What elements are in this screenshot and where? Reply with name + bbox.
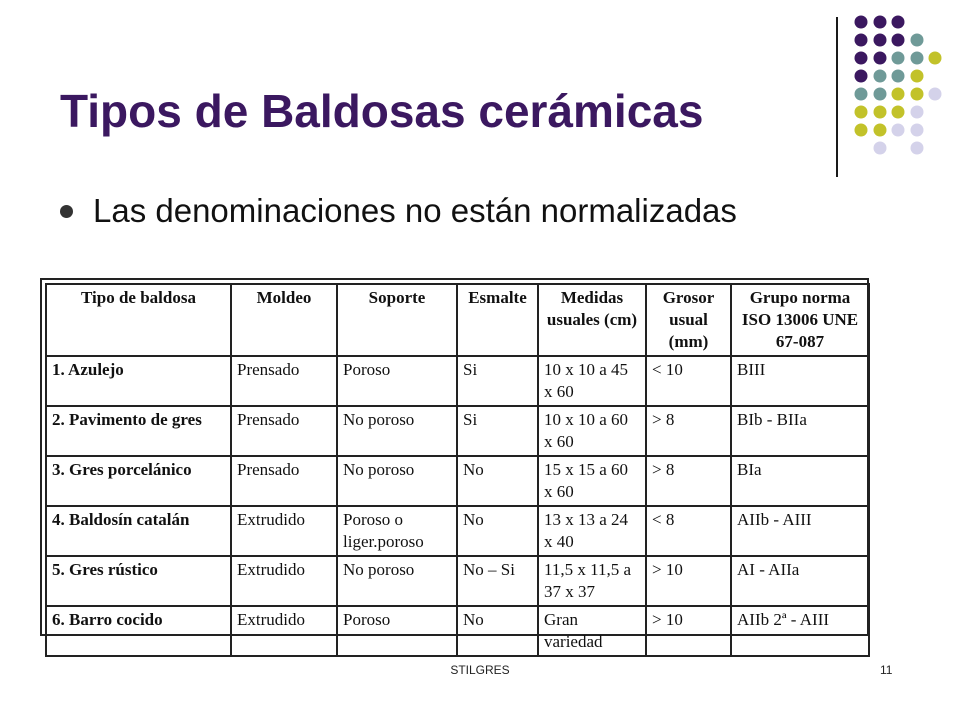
bullet-item bbox=[60, 192, 737, 230]
decor-dot bbox=[911, 52, 924, 65]
table-cell: 1. Azulejo bbox=[46, 356, 231, 406]
table-cell: No bbox=[457, 506, 538, 556]
table-cell: AIIb - AIII bbox=[731, 506, 869, 556]
column-header: Esmalte bbox=[457, 284, 538, 356]
table-body bbox=[46, 356, 869, 656]
table-cell: Extrudido bbox=[231, 556, 337, 606]
decor-dot bbox=[874, 142, 887, 155]
table-cell: 5. Gres rústico bbox=[46, 556, 231, 606]
decor-dot bbox=[874, 88, 887, 101]
table-cell: 11,5 x 11,5 a 37 x 37 bbox=[538, 556, 646, 606]
table-cell: < 10 bbox=[646, 356, 731, 406]
decor-dot bbox=[874, 106, 887, 119]
decor-dot bbox=[874, 52, 887, 65]
table-cell: Prensado bbox=[231, 406, 337, 456]
decor-dot bbox=[929, 52, 942, 65]
table-cell: 13 x 13 a 24 x 40 bbox=[538, 506, 646, 556]
table-cell: Prensado bbox=[231, 356, 337, 406]
decor-dot bbox=[892, 88, 905, 101]
decor-dot bbox=[855, 16, 868, 29]
column-header: Medidas usuales (cm) bbox=[538, 284, 646, 356]
table-cell: 2. Pavimento de gres bbox=[46, 406, 231, 456]
decor-dot bbox=[892, 52, 905, 65]
table-cell: Poroso bbox=[337, 356, 457, 406]
decor-dot bbox=[911, 124, 924, 137]
table-cell: Si bbox=[457, 406, 538, 456]
table-row bbox=[46, 356, 869, 406]
decor-dot bbox=[855, 106, 868, 119]
table-cell: BIII bbox=[731, 356, 869, 406]
table-row bbox=[46, 556, 869, 606]
table-cell: Poroso o liger.poroso bbox=[337, 506, 457, 556]
decor-dot bbox=[874, 16, 887, 29]
table-row bbox=[46, 406, 869, 456]
slide-title: Tipos de Baldosas cerámicas bbox=[60, 85, 704, 137]
footer-company: STILGRES bbox=[450, 663, 510, 677]
table-cell: No – Si bbox=[457, 556, 538, 606]
decor-dot bbox=[929, 88, 942, 101]
table-cell: 15 x 15 a 60 x 60 bbox=[538, 456, 646, 506]
table-cell: BIb - BIIa bbox=[731, 406, 869, 456]
table-cell: BIa bbox=[731, 456, 869, 506]
tile-types-table bbox=[45, 283, 870, 657]
bullet-icon bbox=[60, 205, 73, 218]
decor-dot bbox=[911, 142, 924, 155]
table-cell: No bbox=[457, 456, 538, 506]
table-cell: AI - AIIa bbox=[731, 556, 869, 606]
table-cell: AIIb 2ª - AIII bbox=[731, 606, 869, 656]
decor-dot bbox=[874, 34, 887, 47]
table-cell: No poroso bbox=[337, 456, 457, 506]
column-header: Tipo de baldosa bbox=[46, 284, 231, 356]
decor-dot bbox=[855, 124, 868, 137]
decor-dot bbox=[911, 106, 924, 119]
table-cell: Gran variedad bbox=[538, 606, 646, 656]
table-cell: 10 x 10 a 60 x 60 bbox=[538, 406, 646, 456]
table-row bbox=[46, 456, 869, 506]
decor-dot bbox=[892, 106, 905, 119]
decor-dot bbox=[892, 34, 905, 47]
table-cell: Si bbox=[457, 356, 538, 406]
table-cell: > 10 bbox=[646, 606, 731, 656]
decor-dot bbox=[892, 124, 905, 137]
table-cell: No bbox=[457, 606, 538, 656]
decor-dot bbox=[855, 34, 868, 47]
table-cell: > 10 bbox=[646, 556, 731, 606]
table-cell: < 8 bbox=[646, 506, 731, 556]
decor-dot bbox=[911, 34, 924, 47]
decor-dot bbox=[892, 16, 905, 29]
table-cell: 3. Gres porcelánico bbox=[46, 456, 231, 506]
page-number: 11 bbox=[880, 663, 893, 677]
table-cell: > 8 bbox=[646, 456, 731, 506]
table-cell: 6. Barro cocido bbox=[46, 606, 231, 656]
column-header: Moldeo bbox=[231, 284, 337, 356]
table-cell: No poroso bbox=[337, 406, 457, 456]
column-header: Soporte bbox=[337, 284, 457, 356]
table-cell: Extrudido bbox=[231, 506, 337, 556]
table-row bbox=[46, 606, 869, 656]
table-cell: Extrudido bbox=[231, 606, 337, 656]
decor-dot bbox=[855, 52, 868, 65]
decor-dot bbox=[855, 70, 868, 83]
decor-dot bbox=[874, 124, 887, 137]
table-cell: 10 x 10 a 45 x 60 bbox=[538, 356, 646, 406]
column-header: Grosor usual (mm) bbox=[646, 284, 731, 356]
divider-line bbox=[836, 17, 838, 177]
table-cell: > 8 bbox=[646, 406, 731, 456]
tile-types-table-frame bbox=[40, 278, 869, 651]
decor-dot bbox=[892, 70, 905, 83]
table-row bbox=[46, 506, 869, 556]
table-header-row bbox=[46, 284, 869, 356]
column-header: Grupo norma ISO 13006 UNE 67-087 bbox=[731, 284, 869, 356]
table-cell: 4. Baldosín catalán bbox=[46, 506, 231, 556]
decor-dot bbox=[911, 70, 924, 83]
decor-dot bbox=[855, 88, 868, 101]
decor-dot bbox=[911, 88, 924, 101]
decor-dot bbox=[874, 70, 887, 83]
bullet-text: Las denominaciones no están normalizadas bbox=[93, 192, 737, 229]
table-cell: No poroso bbox=[337, 556, 457, 606]
table-cell: Poroso bbox=[337, 606, 457, 656]
table-cell: Prensado bbox=[231, 456, 337, 506]
